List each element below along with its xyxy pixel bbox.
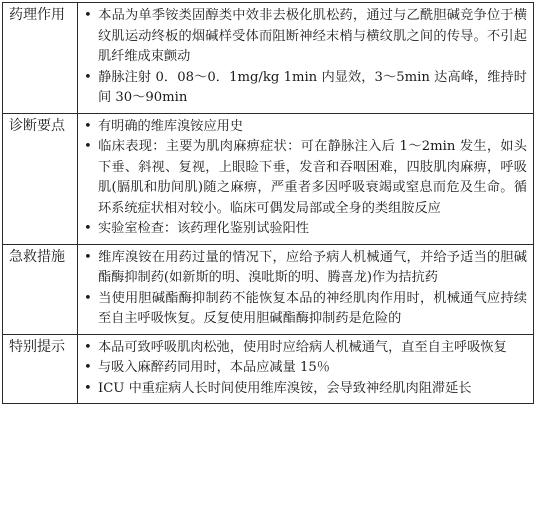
category-cell: 药理作用 bbox=[3, 3, 78, 114]
category-cell: 诊断要点 bbox=[3, 113, 78, 244]
content-cell bbox=[78, 113, 534, 244]
bullet-icon: • bbox=[84, 221, 92, 236]
list-item bbox=[84, 137, 527, 219]
item-text: 实验室检查：该药理化鉴别试验阳性 bbox=[98, 221, 309, 236]
item-text: 静脉注射 0．08～0．1mg/kg 1min 内显效，3～5min 达高峰，维持时间 30～90min bbox=[98, 69, 527, 105]
content-cell bbox=[78, 3, 534, 114]
table-row-diagnosis bbox=[3, 113, 534, 244]
bullet-icon: • bbox=[84, 8, 92, 23]
item-text: 维库溴铵在用药过量的情况下，应给予病人机械通气，并给予适当的胆碱酯酶抑制药(如新斯的明、溴吡斯的明、腾喜龙)作为拮抗药 bbox=[98, 249, 527, 285]
item-text: 当使用胆碱酯酶抑制药不能恢复本品的神经肌肉作用时，机械通气应持续至自主呼吸恢复。反复使用胆碱酯酶抑制药是危险的 bbox=[98, 290, 527, 326]
item-text: ICU 中重症病人长时间使用维库溴铵，会导致神经肌肉阻滞延长 bbox=[98, 380, 472, 396]
bullet-icon: • bbox=[84, 360, 92, 375]
table-row-emergency bbox=[3, 244, 534, 334]
category-cell: 特别提示 bbox=[3, 334, 78, 404]
content-cell bbox=[78, 334, 534, 404]
list-item bbox=[84, 219, 527, 240]
table-row-special-notes bbox=[3, 334, 534, 404]
list-item bbox=[84, 338, 527, 359]
item-text: 有明确的维库溴铵应用史 bbox=[98, 118, 244, 134]
list-item bbox=[84, 379, 527, 400]
list-item bbox=[84, 248, 527, 289]
bullet-icon: • bbox=[84, 249, 92, 265]
content-cell bbox=[78, 244, 534, 334]
list-item bbox=[84, 289, 527, 330]
list-item bbox=[84, 358, 527, 379]
bullet-icon: • bbox=[84, 290, 92, 306]
table-row-pharmacology bbox=[3, 3, 534, 114]
drug-info-table bbox=[2, 2, 534, 404]
item-text: 与吸入麻醉药同用时，本品应减量 15％ bbox=[98, 360, 330, 375]
bullet-icon: • bbox=[84, 339, 92, 355]
list-item bbox=[84, 68, 527, 109]
item-text: 本品可致呼吸肌肉松弛，使用时应给病人机械通气，直至自主呼吸恢复 bbox=[98, 339, 507, 355]
list-item bbox=[84, 6, 527, 68]
bullet-icon: • bbox=[84, 118, 92, 134]
item-text: 临床表现：主要为肌肉麻痹症状：可在静脉注入后 1～2min 发生，如头下垂、斜视、复视，上眼睑下垂，发音和吞咽困难，四肢肌肉麻痹，呼吸肌(膈肌和肋间肌)随之麻痹，严重者多因呼吸衰竭或窒息而危及生命。循环系统症状相对较小。临床可偶发局部或全身的类组胺反应 bbox=[98, 139, 527, 216]
bullet-icon: • bbox=[84, 139, 92, 154]
bullet-icon: • bbox=[84, 380, 92, 396]
item-text: 本品为单季铵类固醇类中效非去极化肌松药，通过与乙酰胆碱竞争位于横纹肌运动终板的烟碱样受体而阻断神经末梢与横纹肌之间的传导。不引起肌纤维成束颤动 bbox=[98, 8, 527, 64]
list-item bbox=[84, 117, 527, 138]
bullet-icon: • bbox=[84, 69, 92, 85]
category-cell: 急救措施 bbox=[3, 244, 78, 334]
